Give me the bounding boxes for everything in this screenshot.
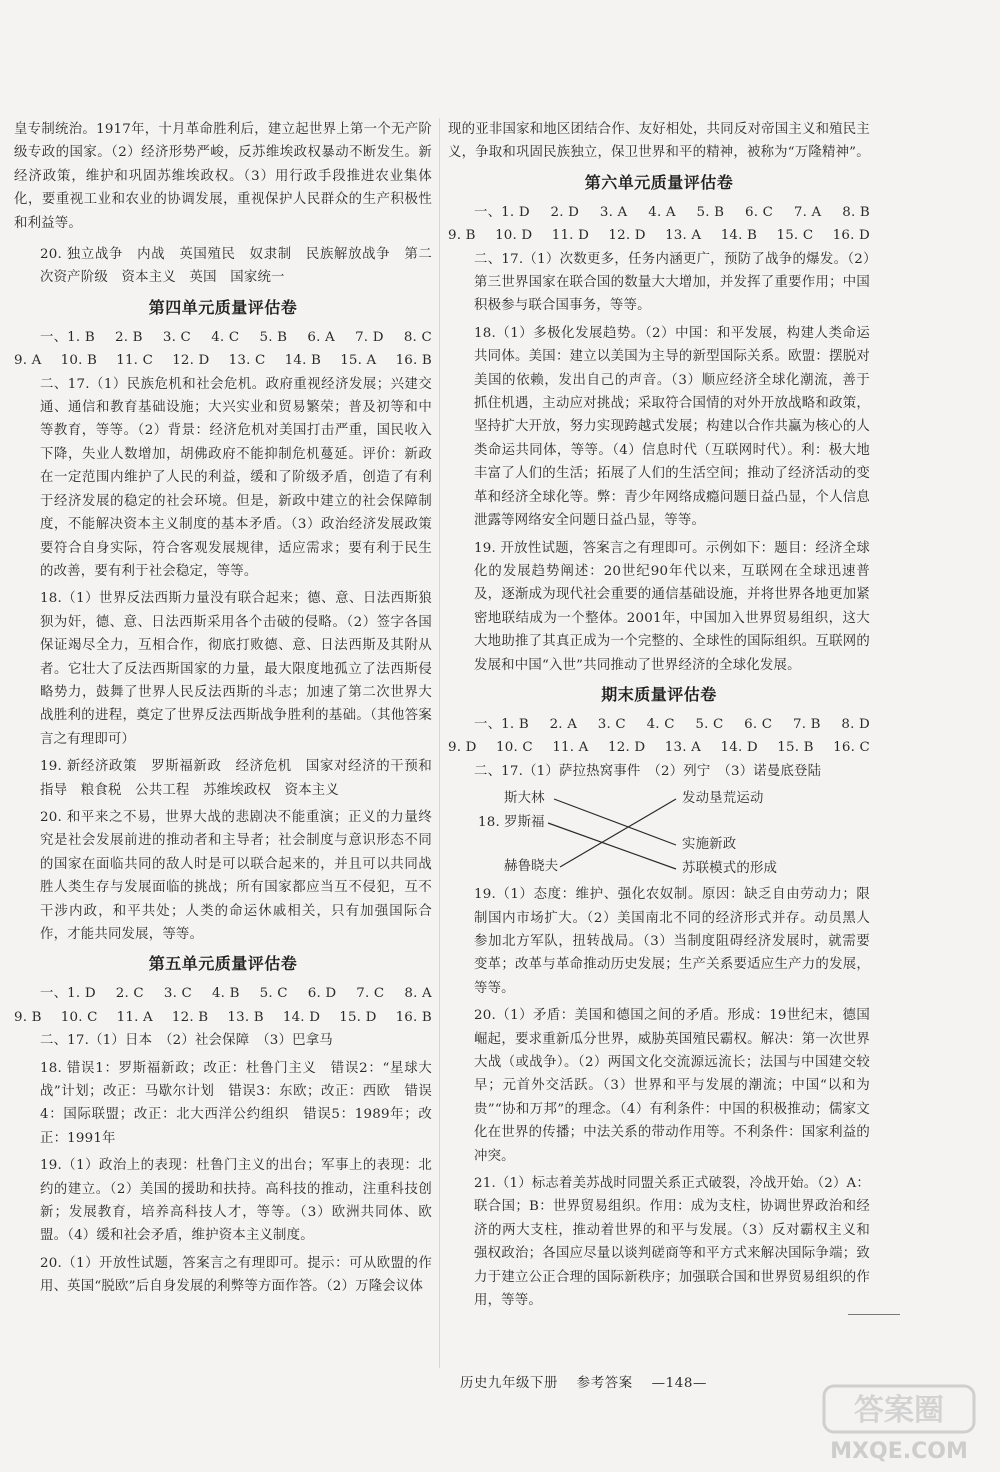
answer-text: 20. 和平来之不易，世界大战的悲剧决不能重演；正义的力量终究是社会发展前进的推动者和主导者；社会制度与意识形态不同的国家在面临共同的敌人时是可以联合起来的，并且可以共同战胜人类生存与发展面临的挑战；所有国家都应当互不侵犯，互不干涉内政，和平共处；人类的命运休戚相关，只有加强国际合作，才能共同发展，等等。 — [40, 809, 432, 942]
choice-answer: 12. D — [608, 740, 646, 756]
answer-text: 20.（1）开放性试题，答案言之有理即可。提示：可从欧盟的作用、英国“脱欧”后自身发展的利弊等方面作答。（2）万隆会议体 — [40, 1255, 432, 1295]
choice-answer: 9. A — [14, 353, 42, 369]
footer-section: 参考答案 — [576, 1376, 633, 1391]
choice-answer: 14. B — [284, 353, 322, 369]
answer-text: 19.（1）态度：维护、强化农奴制。原因：缺乏自由劳动力；限制国内市场扩大。（2）美国南北不同的经济形式并存。动员黑人参加北方军队，扭转战局。（3）当制度阻碍经济发展时，就需要变革；改革与革命推动历史发展；生产关系要适应生产力的发展，等等。 — [474, 887, 870, 996]
choice-answer: 10. B — [60, 353, 98, 369]
choice-answer: 9. B — [14, 1009, 42, 1025]
answer-text: 19. 开放性试题，答案言之有理即可。示例如下：题目：经济全球化的发展趋势阐述：20世纪90年代以来，互联网在全球迅速普及，逐渐成为现代社会重要的通信基础设施，并将世界各地更加紧密地联结成为一个整体。2001年，中国加入世界贸易组织，这大大地助推了其真正成为一个完整的、全球性的国际组织。互联网的发展和中国“入世”共同推动了世界经济的全球化发展。 — [474, 540, 870, 673]
choice-answer: 11. C — [116, 353, 154, 369]
choice-answer: 2. D — [550, 204, 580, 220]
answer-text: 18. 错误1：罗斯福新政；改正：杜鲁门主义 错误2：“星球大战”计划；改正：马歇尔计划 错误3：东欧；改正：西欧 错误4：国际联盟；改正：北大西洋公约组织 错误5：1989年；改正：1991年 — [40, 1060, 432, 1146]
choice-answer: 6. D — [307, 986, 337, 1002]
answer-text: 20. 独立战争 内战 英国殖民 奴隶制 民族解放战争 第二次资产阶级 资本主义 英国 国家统一 — [40, 247, 432, 286]
choice-answer: 7. B — [792, 716, 821, 732]
choice-answer: 6. A — [307, 329, 335, 345]
choice-answer: 7. D — [355, 329, 384, 345]
answer-text: 二、17.（1）萨拉热窝事件 （2）列宁 （3）诺曼底登陆 — [474, 763, 822, 779]
watermark-logo — [818, 1380, 988, 1468]
choice-answer: 5. B — [696, 204, 725, 220]
choice-answer: 14. D — [282, 1009, 321, 1025]
match-right-item: 发动垦荒运动 — [682, 791, 764, 807]
answer-text: 18.（1）多极化发展趋势。（2）中国：和平发展，构建人类命运共同体。美国：建立以美国为主导的新型国际关系。欧盟：摆脱对美国的依赖，发出自己的声音。（3）顺应经济全球化潮流，善于抓住机遇，主动应对挑战；采取符合国情的对外开放战略和政策，坚持扩大开放，努力实现跨越式发展；构建以合作共赢为核心的人类命运共同体，等等。（4）信息时代（互联网时代）。利：极大地丰富了人们的生活；拓展了人们的生活空间；推动了经济活动的变革和经济全球化等。弊：青少年网络成瘾问题日益凸显，个人信息泄露等网络安全问题日益凸显，等等。 — [474, 325, 870, 529]
choice-answer: 9. D — [448, 740, 477, 756]
choice-answer: 一、1. D — [40, 986, 96, 1002]
choice-answers-row — [448, 224, 870, 247]
choice-answer: 7. A — [793, 204, 822, 220]
column-divider — [439, 118, 440, 1368]
choice-answer: 一、1. D — [474, 204, 530, 220]
choice-answer: 10. C — [496, 740, 533, 756]
footer-subject: 历史九年级下册 — [460, 1376, 558, 1391]
choice-answer: 3. C — [162, 329, 192, 345]
choice-answer: 8. B — [842, 204, 870, 220]
answer-text: 二、17.（1）次数更多，任务内涵更广，预防了战争的爆发。（2）第三世界国家在联合国的数量大大增加，并发挥了重要作用；中国积极参与联合国事务，等等。 — [474, 251, 870, 314]
answer-text: 19. 新经济政策 罗斯福新政 经济危机 国家对经济的干预和指导 粮食税 公共工程 苏维埃政权 资本主义 — [40, 759, 432, 798]
choice-answer: 4. B — [211, 986, 240, 1002]
choice-answer: 12. B — [171, 1009, 209, 1025]
choice-answer: 一、1. B — [40, 329, 95, 345]
choice-answer: 4. C — [211, 329, 240, 345]
question-number: 18. — [478, 815, 500, 831]
choice-answer: 11. D — [551, 228, 590, 244]
section-title-unit4: 第四单元质量评估卷 — [148, 297, 298, 317]
left-column — [14, 118, 432, 1299]
page-footer — [460, 1372, 721, 1391]
choice-answer: 3. C — [163, 986, 192, 1002]
choice-answer: 3. A — [599, 204, 628, 220]
choice-answer: 2. C — [115, 986, 144, 1002]
choice-answer: 13. A — [665, 228, 702, 244]
choice-answer: 14. B — [720, 228, 758, 244]
answer-text: 皇专制统治。1917年，十月革命胜利后，建立起世界上第一个无产阶级专政的国家。（2）经济形势严峻，反苏维埃政权暴动不断发生。新经济政策，维护和巩固苏维埃政权。（3）用行政手段推进农业集体化，要重视工业和农业的协调发展，重视保护人民群众的生产积极性和利益等。 — [14, 122, 432, 231]
choice-answers-row — [14, 349, 432, 372]
choice-answer: 15. B — [777, 740, 814, 756]
choice-answers-row — [448, 736, 870, 759]
choice-answer: 16. C — [833, 740, 870, 756]
match-line — [554, 799, 676, 845]
choice-answer: 一、1. B — [474, 716, 529, 732]
choice-answer: 8. A — [404, 986, 432, 1002]
page-number: —148— — [651, 1376, 707, 1391]
choice-answers-row — [448, 713, 870, 736]
section-title-final: 期末质量评估卷 — [601, 684, 717, 704]
choice-answer: 8. C — [403, 329, 432, 345]
choice-answer: 16. B — [395, 353, 432, 369]
choice-answer: 11. A — [552, 740, 589, 756]
svg-text:MXQE.COM: MXQE.COM — [830, 1439, 968, 1464]
choice-answer: 6. C — [744, 716, 773, 732]
choice-answer: 15. D — [339, 1009, 377, 1025]
choice-answer: 13. B — [227, 1009, 264, 1025]
choice-answers-row — [14, 326, 432, 349]
choice-answer: 15. A — [340, 353, 377, 369]
answer-text: 二、17.（1）日本 （2）社会保障 （3）巴拿马 — [40, 1033, 333, 1049]
choice-answer: 15. C — [776, 228, 814, 244]
section-title-unit6: 第六单元质量评估卷 — [584, 172, 734, 192]
answer-text: 18.（1）世界反法西斯力量没有联合起来；德、意、日法西斯狼狈为奸，德、意、日法西斯采用各个击破的侵略。（2）签字各国保证竭尽全力，互相合作，彻底打败德、意、日法西斯及其附从者。它壮大了反法西斯国家的力量，最大限度地孤立了法西斯侵略势力，鼓舞了世界人民反法西斯的斗志；加速了第二次世界大战胜利的进程，奠定了世界反法西斯战争胜利的基础。（其他答案言之有理即可） — [40, 591, 432, 747]
choice-answer: 7. C — [356, 986, 385, 1002]
choice-answer: 5. C — [259, 986, 288, 1002]
match-right-item: 苏联模式的形成 — [682, 861, 778, 877]
choice-answer: 2. B — [115, 329, 143, 345]
choice-answers-row — [14, 1006, 432, 1029]
choice-answer: 13. C — [228, 353, 266, 369]
choice-answer: 11. A — [116, 1009, 153, 1025]
choice-answer: 5. B — [259, 329, 288, 345]
choice-answer: 2. A — [549, 716, 578, 732]
choice-answer: 16. D — [832, 228, 870, 244]
choice-answer: 9. B — [448, 228, 476, 244]
answer-text: 现的亚非国家和地区团结合作、友好相处，共同反对帝国主义和殖民主义，争取和巩固民族独立，保卫世界和平的精神，被称为“万隆精神”。 — [448, 122, 870, 161]
choice-answer: 16. B — [395, 1009, 432, 1025]
choice-answer: 4. C — [646, 716, 675, 732]
choice-answer: 8. D — [841, 716, 870, 732]
svg-text:答案圈: 答案圈 — [854, 1393, 944, 1428]
choice-answer: 4. A — [648, 204, 676, 220]
answer-text: 二、17.（1）民族危机和社会危机。政府重视经济发展；兴建交通、通信和教育基础设施；大兴实业和贸易繁荣；普及初等和中等教育，等等。（2）背景：经济危机对美国打击严重，国民收入下降，失业人数增加，胡佛政府不能抑制危机蔓延。评价：新政在一定范围内维护了人民的利益，缓和了阶级矛盾，创造了有利于经济发展的稳定的社会环境。但是，新政中建立的社会保障制度，不能解决资本主义制度的基本矛盾。（3）政治经济发展政策要符合自身实际，符合客观发展规律，适应需求；要有利于民生的改善，要有利于社会稳定，等等。 — [40, 376, 432, 579]
answer-text: 21.（1）标志着美苏战时同盟关系正式破裂，冷战开始。（2）A：联合国；B：世界贸易组织。作用：成为支柱，协调世界政治和经济的两大支柱，推动着世界的和平与发展。（3）反对霸权主义和强权政治；各国应尽量以谈判磋商等和平方式来解决国际争端；致力于建立公正合理的国际新秩序；加强联合国和世界贸易组织的作用，等等。 — [474, 1176, 870, 1309]
choice-answers-row — [448, 201, 870, 224]
choice-answers-row — [14, 982, 432, 1005]
section-title-unit5: 第五单元质量评估卷 — [148, 954, 298, 974]
choice-answer: 10. D — [495, 228, 533, 244]
choice-answer: 5. C — [695, 716, 724, 732]
match-left-item: 斯大林 — [504, 791, 545, 807]
answer-text: 20.（1）矛盾：美国和德国之间的矛盾。形成：19世纪末，德国崛起，要求重新瓜分世界，威胁英国殖民霸权。解决：第一次世界大战（或战争）。（2）两国文化交流源远流长；法国与中国建交较早；元首外交活跃。（3）世界和平与发展的潮流；中国“以和为贵”“协和万邦”的理念。（4）有利条件：中国的积极推动；儒家文化在世界的传播；中法关系的带动作用等。不利条件：国家利益的冲突。 — [474, 1008, 870, 1164]
stray-mark — [848, 1314, 900, 1315]
choice-answer: 14. D — [720, 740, 758, 756]
choice-answer: 6. C — [745, 204, 774, 220]
match-left-item: 赫鲁晓夫 — [504, 859, 559, 875]
match-right-item: 实施新政 — [682, 837, 737, 853]
choice-answer: 10. C — [60, 1009, 98, 1025]
choice-answer: 13. A — [664, 740, 702, 756]
choice-answer: 3. C — [597, 716, 626, 732]
choice-answer: 12. D — [608, 228, 646, 244]
answer-text: 19.（1）政治上的表现：杜鲁门主义的出台；军事上的表现：北约的建立。（2）美国的援助和扶持。高科技的推动，注重科技创新；发展教育，培养高科技人才，等等。（3）欧洲共同体、欧盟。（4）缓和社会矛盾，维护资本主义制度。 — [40, 1158, 432, 1244]
choice-answer: 12. D — [172, 353, 210, 369]
match-left-item: 罗斯福 — [504, 815, 545, 831]
right-column — [448, 118, 870, 1312]
matching-diagram — [448, 785, 870, 881]
